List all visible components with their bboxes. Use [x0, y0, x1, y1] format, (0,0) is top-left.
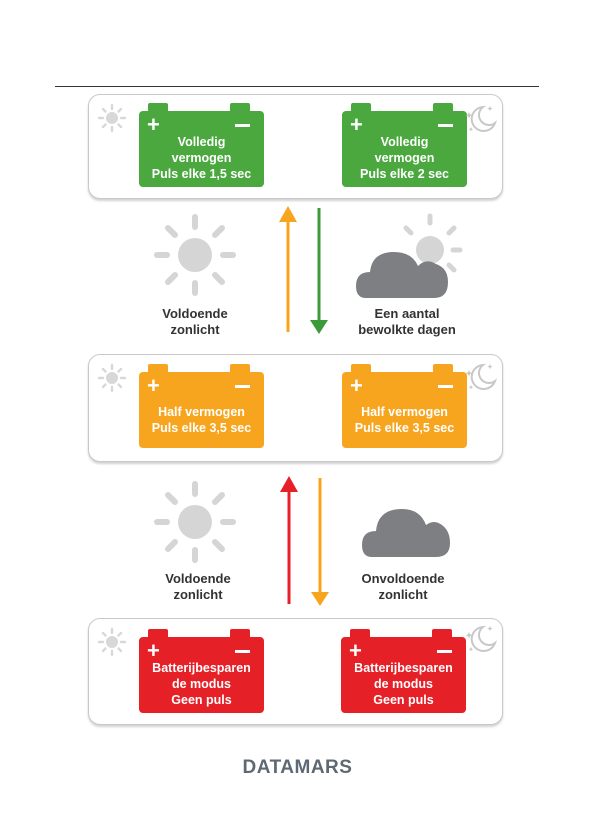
battery-saving-night [341, 637, 466, 713]
battery-label: vermogen [374, 151, 435, 165]
state-panel-half-power [88, 354, 503, 462]
battery-full-night [342, 111, 467, 187]
battery-label: Volledig [177, 135, 226, 149]
minus-sign [438, 385, 453, 388]
plus-sign: + [147, 112, 160, 137]
battery-label: Batterijbesparen [354, 661, 453, 675]
battery-label: Volledig [380, 135, 429, 149]
battery-label: Puls elke 3,5 sec [354, 421, 455, 435]
small-sun-icon [97, 627, 127, 657]
cloud-sun-icon [356, 212, 468, 302]
caption-some-cloudy-days: Een aantal bewolkte dagen [358, 306, 456, 337]
small-sun-icon [97, 103, 127, 133]
caption-insufficient-sunlight: Onvoldoende zonlicht [361, 571, 445, 602]
state-panel-battery-saving [88, 618, 503, 725]
plus-sign: + [147, 638, 160, 663]
battery-label: de modus [171, 677, 232, 691]
minus-sign [437, 650, 452, 653]
sun-icon [153, 213, 237, 297]
battery-full-day [139, 111, 264, 187]
battery-label: Geen puls [171, 693, 232, 707]
caption-sufficient-sunlight: Voldoende zonlicht [165, 571, 231, 602]
transition-arrows-lower [278, 474, 334, 608]
moon-stars-icon [463, 361, 497, 393]
battery-label: vermogen [171, 151, 232, 165]
plus-sign: + [349, 638, 362, 663]
battery-half-day [139, 372, 264, 448]
minus-sign [235, 124, 250, 127]
moon-stars-icon [463, 103, 497, 135]
battery-label: Half vermogen [158, 405, 245, 419]
cloud-icon [362, 503, 450, 559]
caption-sufficient-sunlight: Voldoende zonlicht [162, 306, 228, 337]
battery-half-night [342, 372, 467, 448]
transition-arrows-upper [278, 204, 334, 336]
minus-sign [438, 124, 453, 127]
battery-label: Puls elke 1,5 sec [151, 167, 252, 181]
plus-sign: + [350, 112, 363, 137]
battery-label: Puls elke 3,5 sec [151, 421, 252, 435]
battery-label: Half vermogen [361, 405, 448, 419]
moon-stars-icon [463, 623, 497, 655]
battery-label: Geen puls [373, 693, 434, 707]
battery-label: Batterijbesparen [152, 661, 251, 675]
small-sun-icon [97, 363, 127, 393]
plus-sign: + [350, 373, 363, 398]
battery-label: de modus [373, 677, 434, 691]
battery-label: Puls elke 2 sec [360, 167, 449, 181]
sun-icon [153, 480, 237, 564]
plus-sign: + [147, 373, 160, 398]
minus-sign [235, 385, 250, 388]
header-rule [55, 86, 539, 87]
battery-saving-day [139, 637, 264, 713]
state-panel-full-power [88, 94, 503, 199]
brand-logo: DATAMARS [242, 757, 353, 778]
minus-sign [235, 650, 250, 653]
